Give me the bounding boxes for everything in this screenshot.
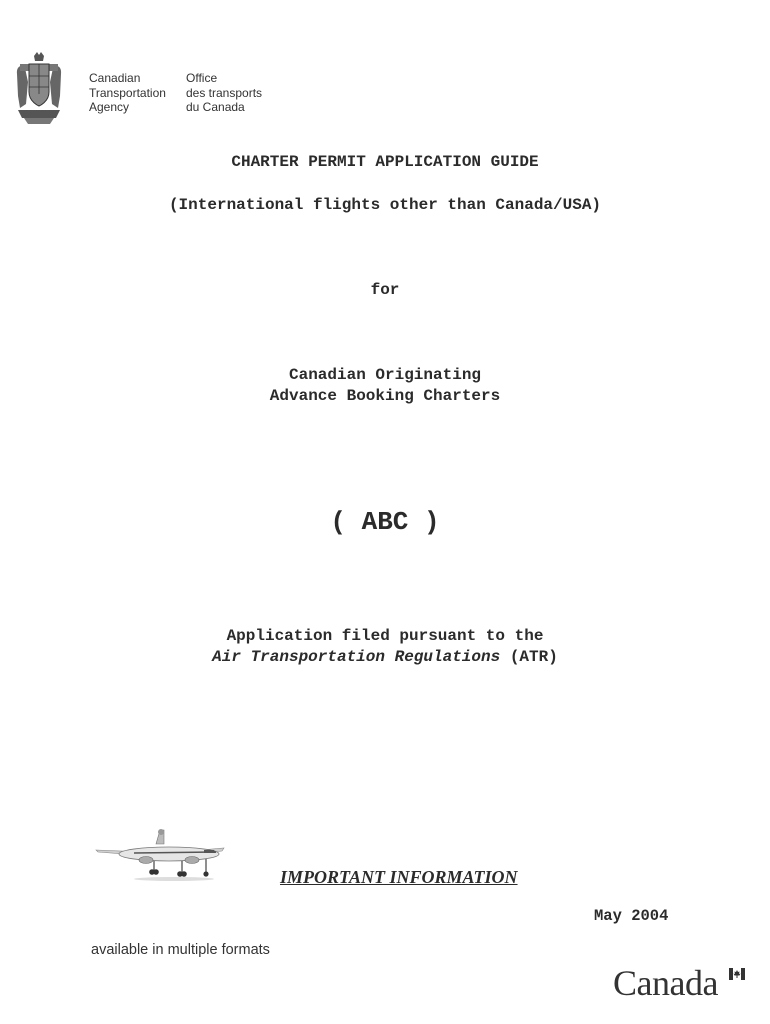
agency-header	[14, 52, 314, 127]
abbreviation: ( ABC )	[330, 507, 440, 537]
agency-en-line: Transportation	[89, 85, 166, 100]
publication-date: May 2004	[594, 907, 669, 925]
agency-en-line: Canadian	[89, 71, 141, 85]
coat-of-arms-icon	[14, 52, 64, 124]
agency-en-line: Agency	[89, 100, 130, 114]
for-text: for	[370, 281, 400, 299]
canada-wordmark: Canada	[613, 963, 718, 1003]
agency-fr-line: du Canada	[186, 100, 245, 114]
agency-name-french	[186, 71, 262, 115]
application-line-2	[0, 648, 770, 666]
originating-line-2: Advance Booking Charters	[269, 387, 501, 405]
important-information-heading: IMPORTANT INFORMATION	[280, 867, 518, 887]
regulations-abbr: (ATR)	[509, 648, 558, 666]
application-line-1: Application filed pursuant to the	[226, 627, 544, 645]
originating-line-1: Canadian Originating	[288, 366, 482, 384]
maple-flag-icon	[729, 968, 745, 980]
agency-fr-line: des transports	[186, 85, 263, 100]
document-title: CHARTER PERMIT APPLICATION GUIDE	[231, 153, 539, 171]
agency-fr-line: Office	[186, 71, 218, 85]
agency-name-english	[89, 71, 166, 115]
airplane-icon	[94, 826, 226, 882]
formats-note: available in multiple formats	[91, 942, 270, 958]
regulations-title: Air Transportation Regulations	[212, 648, 501, 666]
document-subtitle: (International flights other than Canada/USA)	[168, 196, 602, 214]
